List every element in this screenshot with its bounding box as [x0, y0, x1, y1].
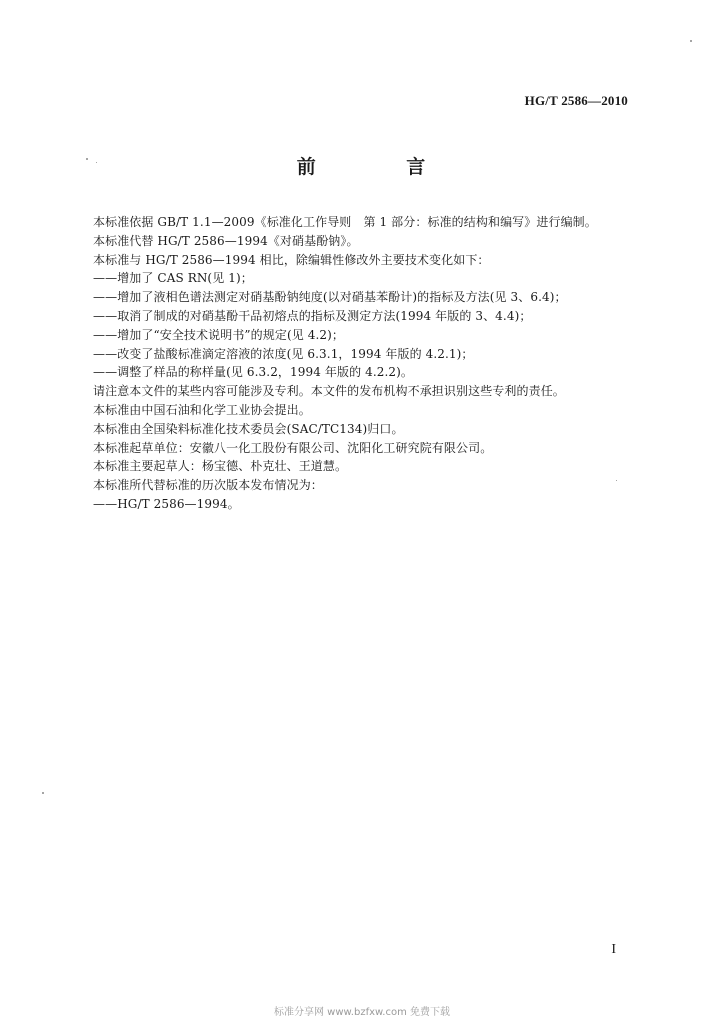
scan-speck — [42, 792, 44, 794]
list-item: ——HG/T 2586—1994。 — [93, 496, 240, 511]
list-item: ——取消了制成的对硝基酚干品初熔点的指标及测定方法(1994 年版的 3、4.4)； — [93, 308, 532, 323]
paragraph: 本标准所代替标准的历次版本发布情况为： — [93, 478, 323, 493]
list-item: ——增加了液相色谱法测定对硝基酚钠纯度(以对硝基苯酚计)的指标及方法(见 3、6.4)； — [93, 290, 567, 305]
paragraph: 本标准由中国石油和化学工业协会提出。 — [93, 402, 311, 417]
paragraph: 本标准代替 HG/T 2586—1994《对硝基酚钠》。 — [93, 233, 359, 248]
watermark: 标准分享网 www.bzfxw.com 免费下载 — [274, 1007, 450, 1018]
paragraph: 请注意本文件的某些内容可能涉及专利。本文件的发布机构不承担识别这些专利的责任。 — [93, 384, 565, 399]
paragraph: 本标准主要起草人：杨宝德、朴克壮、王道慧。 — [93, 459, 348, 474]
scan-speck — [86, 158, 88, 160]
standard-code: HG/T 2586—2010 — [524, 93, 628, 108]
foreword-body — [93, 213, 638, 514]
list-item: ——改变了盐酸标准滴定溶液的浓度(见 6.3.1，1994 年版的 4.2.1)； — [93, 346, 474, 361]
scan-speck — [616, 480, 617, 481]
paragraph: 本标准依据 GB/T 1.1—2009《标准化工作导则 第 1 部分：标准的结构和编写》进行编制。 — [93, 215, 597, 229]
list-item: ——增加了“安全技术说明书”的规定(见 4.2)； — [93, 327, 345, 342]
list-item: ——调整了样品的称样量(见 6.3.2，1994 年版的 4.2.2)。 — [93, 365, 414, 380]
page-number: I — [611, 942, 616, 957]
paragraph: 本标准起草单位：安徽八一化工股份有限公司、沈阳化工研究院有限公司。 — [93, 440, 493, 455]
paragraph: 本标准与 HG/T 2586—1994 相比，除编辑性修改外主要技术变化如下： — [93, 252, 490, 267]
list-item: ——增加了 CAS RN(见 1)； — [93, 271, 253, 286]
paragraph: 本标准由全国染料标准化技术委员会(SAC/TC134)归口。 — [93, 421, 404, 436]
scan-speck — [690, 40, 692, 42]
page-title: 前 言 — [296, 156, 468, 178]
scan-speck — [96, 162, 97, 163]
